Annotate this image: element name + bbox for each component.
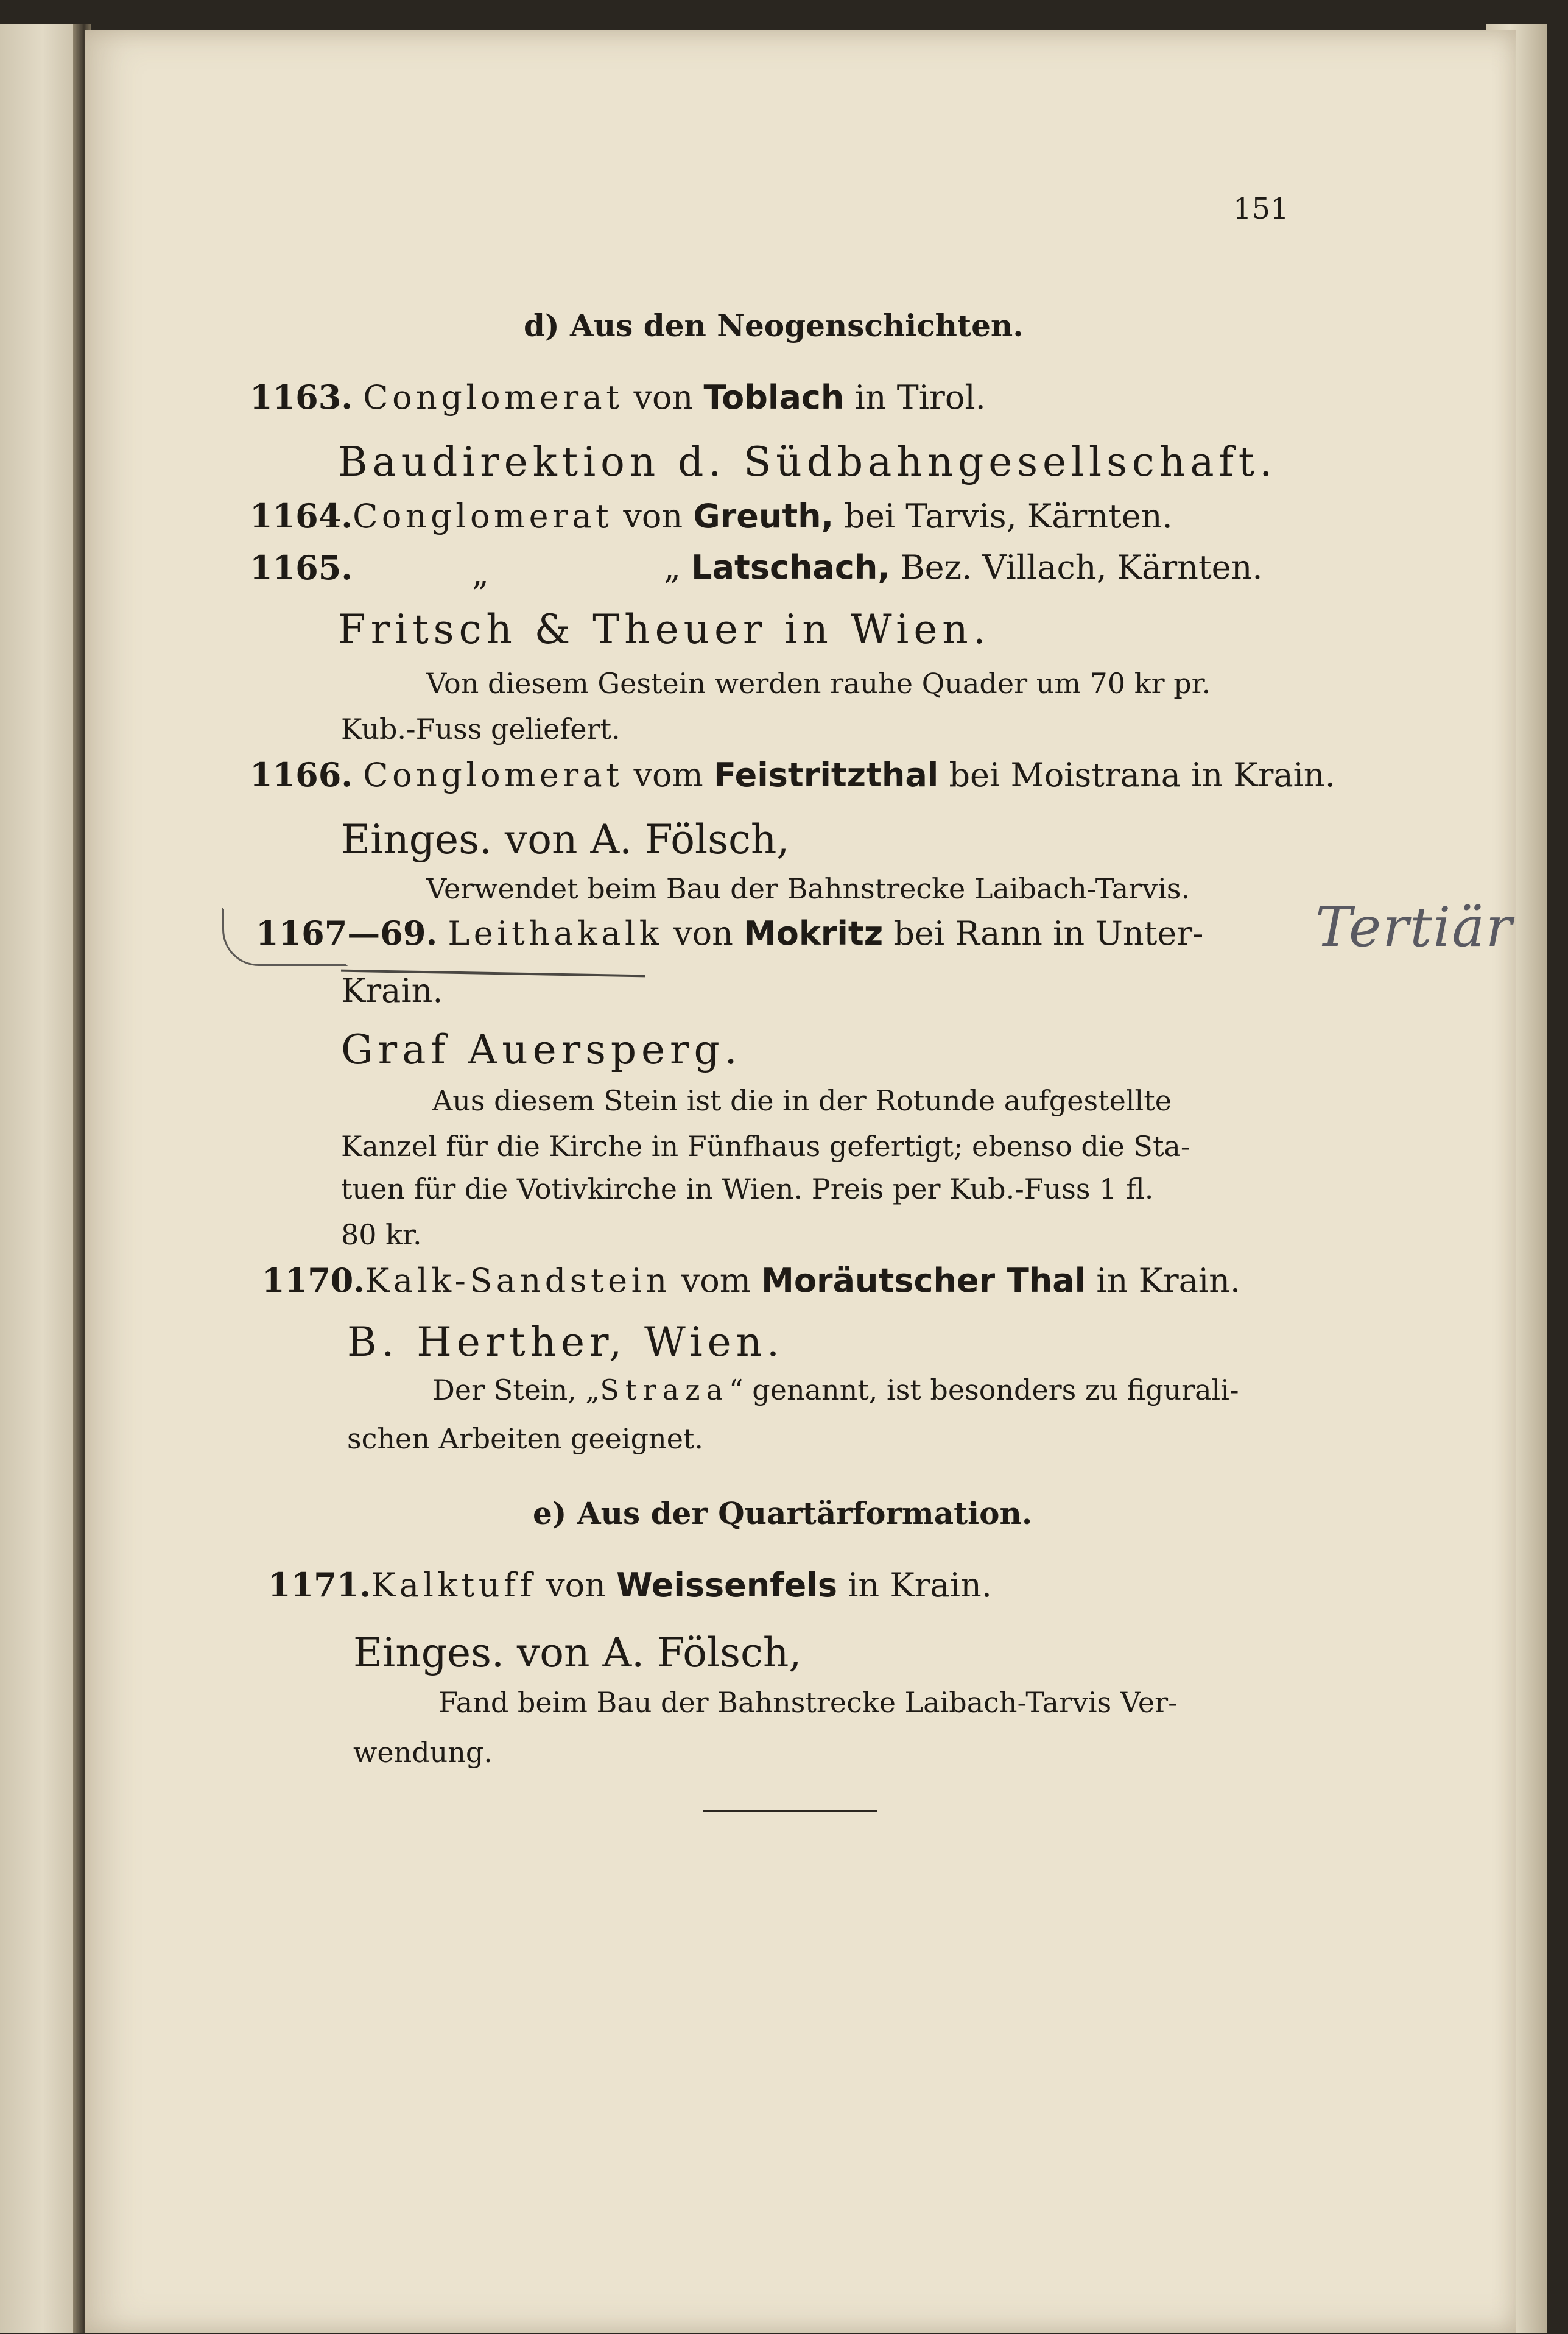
entry-1165 xyxy=(250,548,353,587)
entry-1163: 1163. Conglomerat von Toblach in Tirol. xyxy=(250,378,986,417)
end-rule xyxy=(703,1810,877,1812)
entry-1167-continuation: Krain. xyxy=(341,971,443,1010)
place-name: Weissenfels xyxy=(616,1566,837,1604)
place-name: Latschach, xyxy=(691,548,890,587)
note-1170-line1: Der Stein, „Straza“ genannt, ist besonders zu figurali- xyxy=(432,1373,1239,1406)
note-1171-line1: Fand beim Bau der Bahnstrecke Laibach-Tarvis Ver- xyxy=(438,1686,1178,1719)
entry-1166: 1166. Conglomerat vom Feistritzthal bei Moistrana in Krain. xyxy=(250,755,1335,794)
owner-baudirektion: Baudirektion d. Südbahngesellschaft. xyxy=(338,439,1278,485)
place-name: Mokritz xyxy=(744,914,884,953)
note-1165-line2: Kub.-Fuss geliefert. xyxy=(341,713,621,746)
entry-1167-69: 1167—69. Leithakalk von Mokritz bei Rann in Unter- xyxy=(256,914,1204,953)
entry-1164: 1164.Conglomerat von Greuth, bei Tarvis, Kärnten. xyxy=(250,496,1173,535)
place-name: Toblach xyxy=(703,378,845,417)
entry-1165-place: „ Latschach, Bez. Villach, Kärnten. xyxy=(664,548,1263,587)
handwritten-annotation: Tertiär xyxy=(1315,895,1513,959)
owner-auersperg: Graf Auersperg. xyxy=(341,1026,742,1073)
entry-number: 1170. xyxy=(262,1261,365,1300)
entry-number: 1163. xyxy=(250,378,353,417)
entry-number: 1166. xyxy=(250,755,353,794)
owner-herther: B. Herther, Wien. xyxy=(347,1319,784,1366)
place-name: Moräutscher Thal xyxy=(761,1261,1086,1300)
owner-folsch-2: Einges. von A. Fölsch, xyxy=(353,1629,802,1676)
owner-folsch-1: Einges. von A. Fölsch, xyxy=(341,816,790,863)
entry-number: 1164. xyxy=(250,496,353,535)
entry-number: 1165. xyxy=(250,548,353,587)
owner-fritsch: Fritsch & Theuer in Wien. xyxy=(338,606,991,653)
ditto-mark: „ xyxy=(664,548,681,587)
note-1171-line2: wendung. xyxy=(353,1736,493,1769)
note-1165-line1: Von diesem Gestein werden rauhe Quader um 70 kr pr. xyxy=(426,667,1211,700)
section-heading-quartar: e) Aus der Quartärformation. xyxy=(533,1495,1033,1531)
note-1167-line3: tuen für die Votivkirche in Wien. Preis per Kub.-Fuss 1 fl. xyxy=(341,1172,1154,1205)
note-1170-line2: schen Arbeiten geeignet. xyxy=(347,1422,704,1455)
note-1167-line4: 80 kr. xyxy=(341,1218,422,1251)
note-1166: Verwendet beim Bau der Bahnstrecke Laibach-Tarvis. xyxy=(426,872,1190,905)
entry-1170: 1170.Kalk-Sandstein vom Moräutscher Thal in Krain. xyxy=(262,1261,1241,1300)
entry-1171: 1171.Kalktuff von Weissenfels in Krain. xyxy=(268,1565,992,1604)
note-1167-line1: Aus diesem Stein ist die in der Rotunde aufgestellte xyxy=(432,1084,1172,1117)
entry-number: 1167—69. xyxy=(256,914,438,953)
section-heading-neogen: d) Aus den Neogenschichten. xyxy=(524,308,1024,344)
ditto-mark: „ xyxy=(472,554,489,593)
place-name: Greuth, xyxy=(693,497,834,535)
book-page xyxy=(85,30,1516,2333)
entry-number: 1171. xyxy=(268,1565,371,1604)
page-number: 151 xyxy=(1233,192,1289,226)
note-1167-line2: Kanzel für die Kirche in Fünfhaus gefertigt; ebenso die Sta- xyxy=(341,1130,1190,1163)
place-name: Feistritzthal xyxy=(713,756,939,794)
